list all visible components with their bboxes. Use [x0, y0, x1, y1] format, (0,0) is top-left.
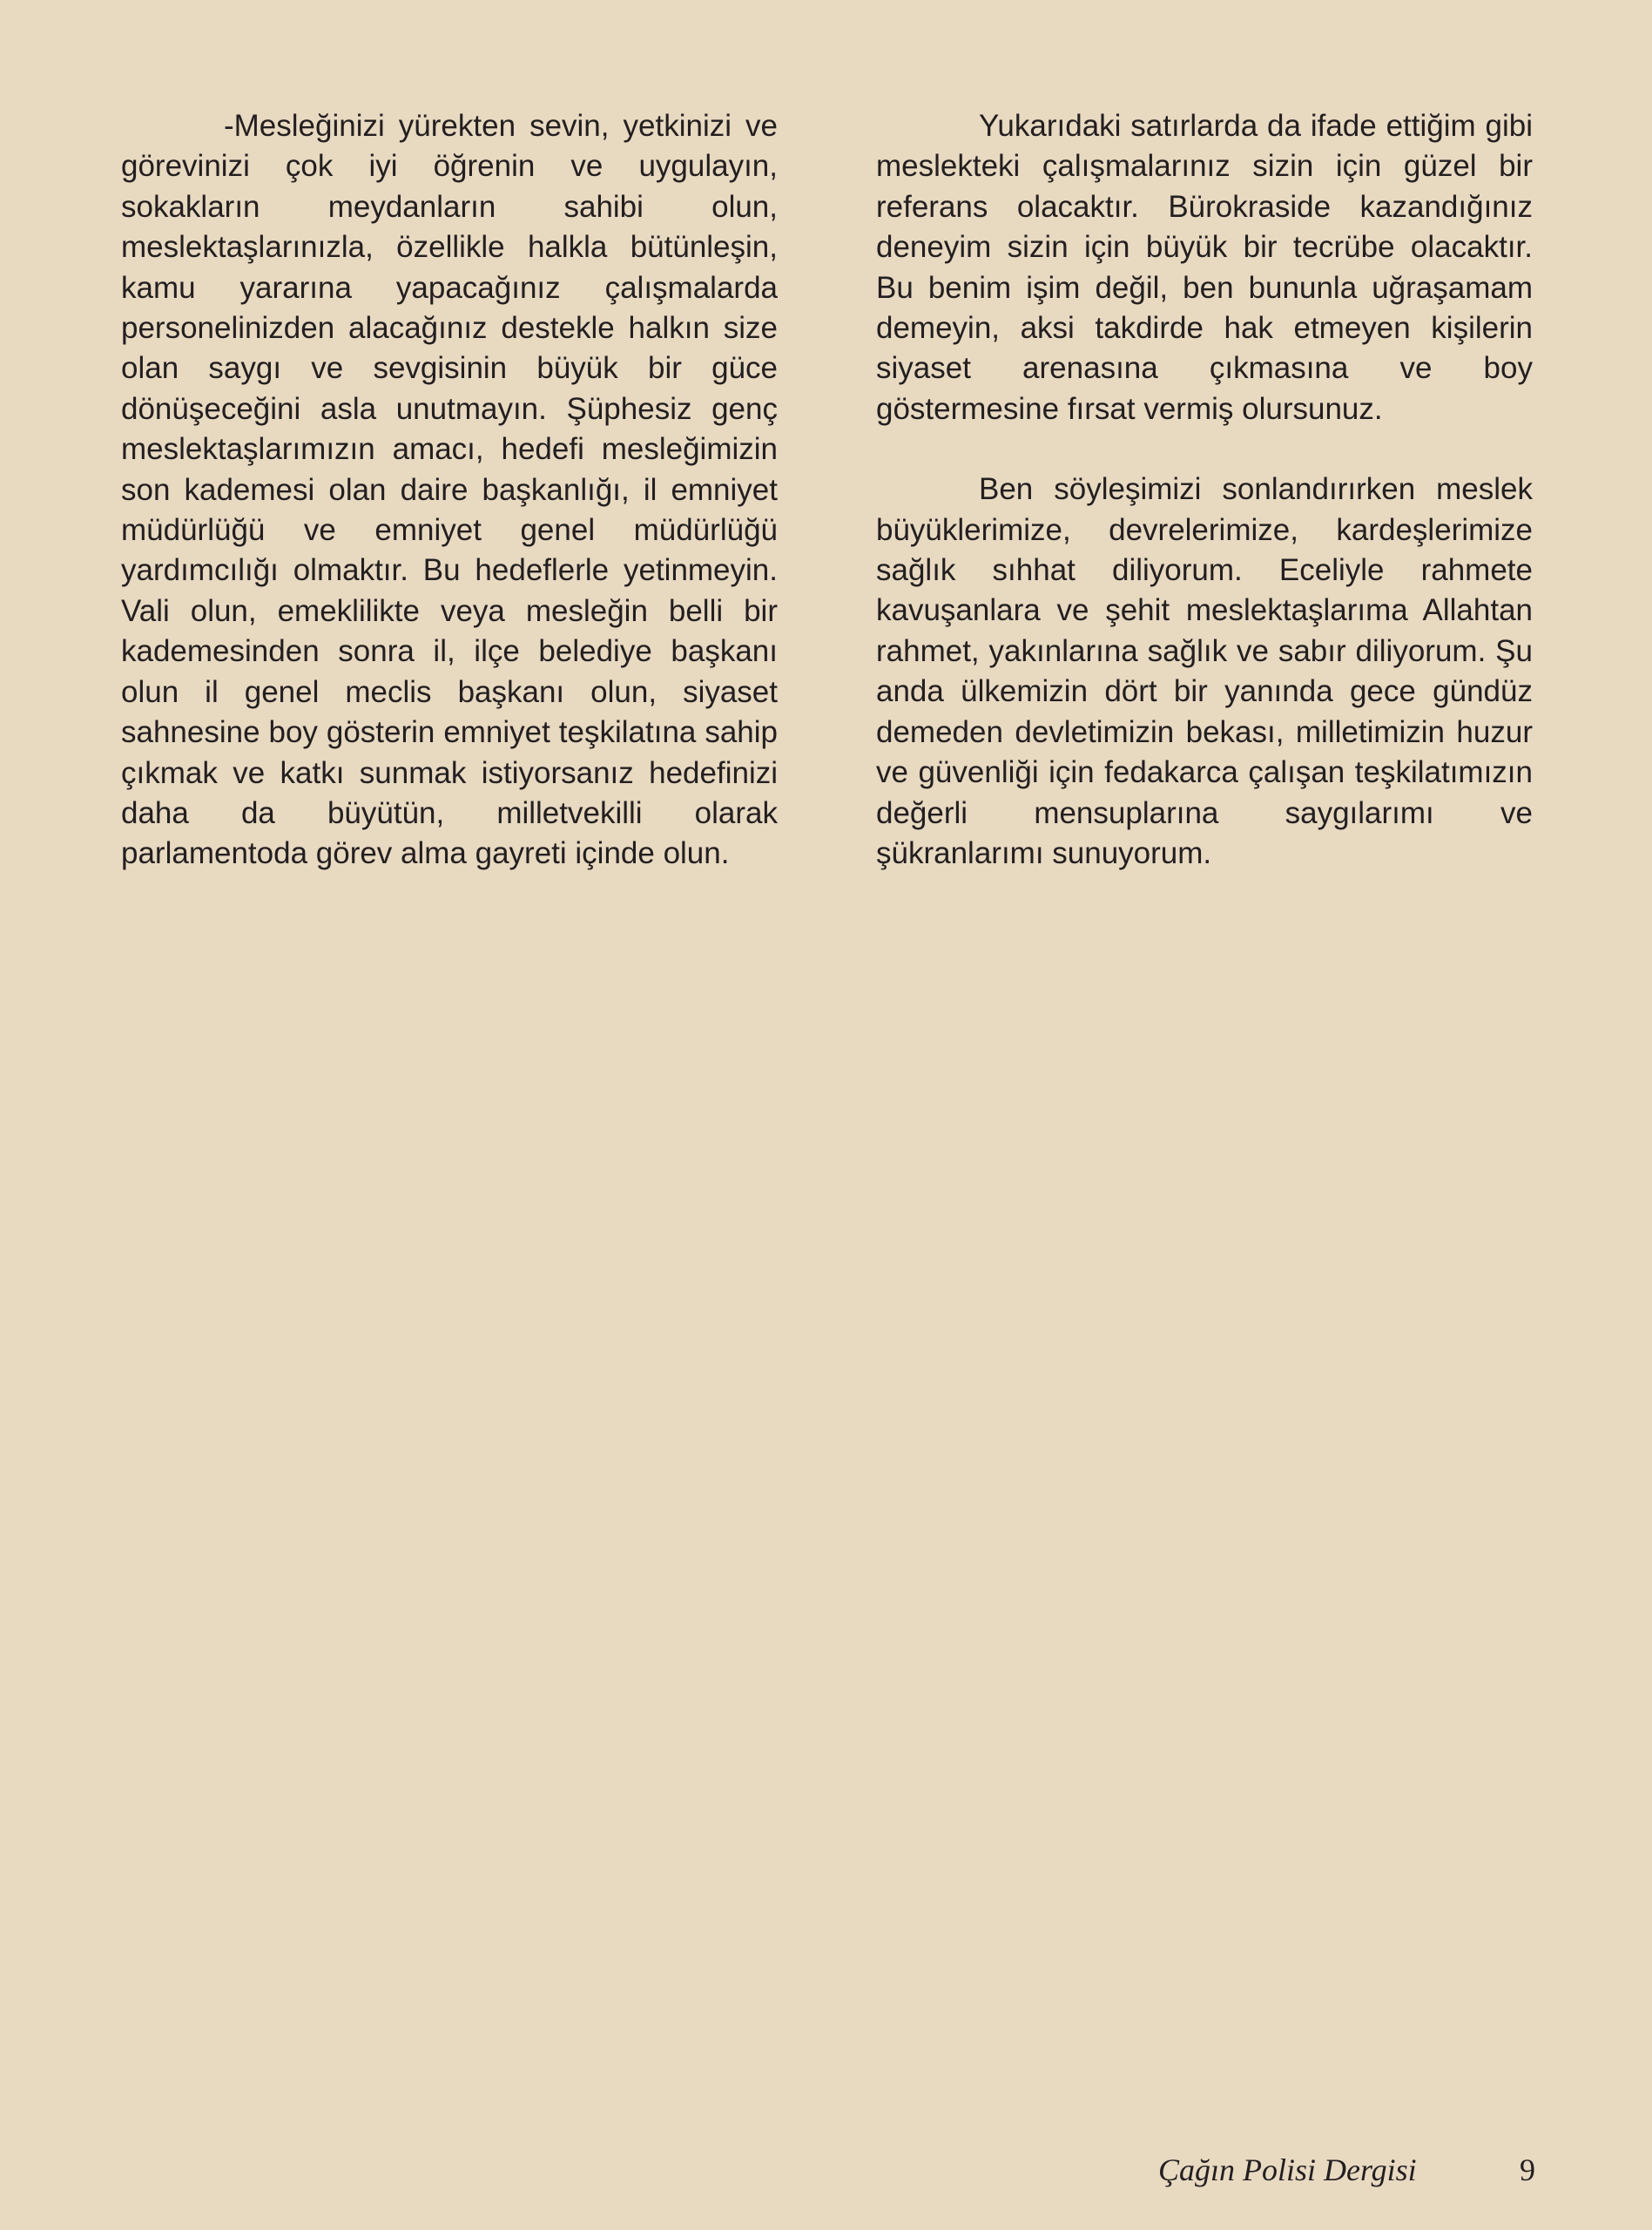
article-paragraph: -Mesleğinizi yürekten sevin, yetkinizi ve görevinizi çok iyi öğrenin ve uygulayın, sokakların meydanların sahibi olun, meslektaşlarınızla, özellikle halkla bütünleşin, kamu yararına yapacağınız çalışmalarda personelinizden alacağınız destekle halkın size olan saygı ve sevgisinin büyük bir güce dönüşeceğini asla unutmayın. Şüphesiz genç meslektaşlarımızın amacı, hedefi mesleğimizin son kademesi olan daire başkanlığı, il emniyet müdürlüğü ve emniyet genel müdürlüğü yardımcılığı olmaktır. Bu hedeflerle yetinmeyin. Vali olun, emeklilikte veya mesleğin belli bir kademesinden sonra il, ilçe belediye başkanı olun il genel meclis başkanı olun, siyaset sahnesine boy gösterin emniyet teşkilatına sahip çıkmak ve katkı sunmak istiyorsanız hedefinizi daha da büyütün, milletvekilli olarak parlamentoda görev alma gayreti içinde olun. [121, 109, 778, 871]
article-right-column [876, 106, 1533, 874]
page-number: 9 [1520, 2152, 1535, 2187]
article-left-column [121, 106, 778, 875]
article-paragraph: Yukarıdaki satırlarda da ifade ettiğim gibi meslekteki çalışmalarınız sizin için güzel bir referans olacaktır. Bürokraside kazandığınız deneyim sizin için büyük bir tecrübe olacaktır. Bu benim işim değil, ben bununla uğraşamam demeyin, aksi takdirde hak etmeyen kişilerin siyaset arenasına çıkmasına ve boy göstermesine fırsat vermiş olursunuz. [876, 109, 1533, 426]
article-paragraph: Ben söyleşimizi sonlandırırken meslek büyüklerimize, devrelerimize, kardeşlerimize sağlık sıhhat diliyorum. Eceliyle rahmete kavuşanlara ve şehit meslektaşlarıma Allahtan rahmet, yakınlarına sağlık ve sabır diliyorum. Şu anda ülkemizin dört bir yanında gece gündüz demeden devletimizin bekası, milletimizin huzur ve güvenliği için fedakarca çalışan teşkilatımızın değerli mensuplarına saygılarımı ve şükranlarımı sunuyorum. [876, 472, 1533, 870]
magazine-title: Çağın Polisi Dergisi [1158, 2152, 1417, 2187]
